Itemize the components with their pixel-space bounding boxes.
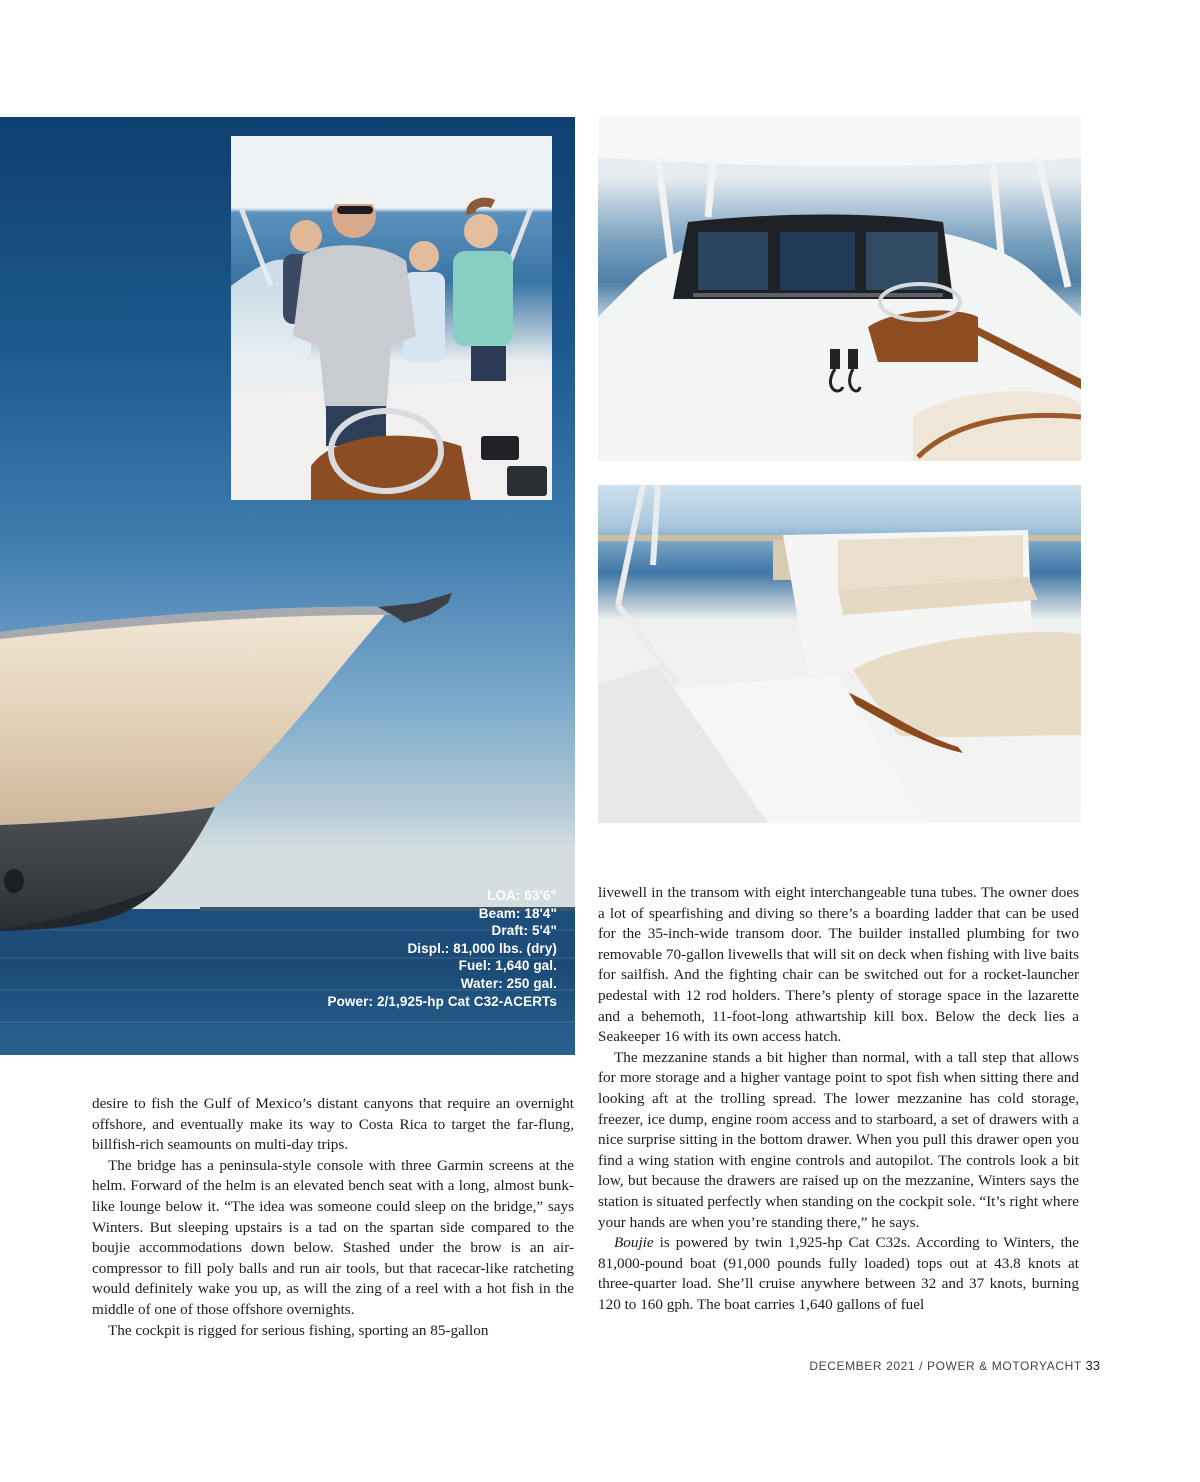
mezzanine-seating-photo bbox=[598, 485, 1081, 823]
paragraph: The mezzanine stands a bit higher than normal, with a tall step that allows for more storage and a higher vantage point to spot fish when sitting there and looking aft at the trolling spread. The lower mezzanine has cold storage, freezer, ice dump, engine room access and to starboard, a set of drawers with a nice surprise sitting in the bottom drawer. When you pull this drawer open you find a wing station with engine controls and autopilot. The controls look a bit low, but because the drawers are raised up on the mezzanine, Winters says the station is situated perfectly when standing on the cockpit sole. “It’s right where your hands are when you’re standing there,” he says. bbox=[598, 1048, 1079, 1231]
paragraph: The bridge has a peninsula-style console with three Garmin screens at the helm. Forward of the helm is an elevated bench seat with a long, almost bunk-like lounge below it. “The idea was someone could sleep on the bridge,” says Winters. But sleeping upstairs is a tad on the spartan side compared to the boujie accommodations down below. Stashed under the brow is an air-compressor to fill poly balls and run air tools, but that racecar-like ratcheting would definitely wake you up, as will the zing of a reel with a hot fish in the middle of one of those offshore overnights. bbox=[92, 1156, 574, 1318]
spec-power: Power: 2/1,925-hp Cat C32-ACERTs bbox=[327, 993, 557, 1009]
issue-line: DECEMBER 2021 / POWER & MOTORYACHT bbox=[809, 1359, 1082, 1373]
spec-loa: LOA: 63'6" bbox=[487, 888, 557, 903]
page-folio bbox=[800, 1358, 1100, 1373]
boat-name: Boujie bbox=[614, 1234, 654, 1252]
helm-console-photo bbox=[598, 117, 1081, 461]
spec-beam: Beam: 18'4" bbox=[478, 905, 557, 921]
page-number: 33 bbox=[1085, 1358, 1100, 1373]
paragraph: The cockpit is rigged for serious fishing, sporting an 85-gallon bbox=[108, 1321, 489, 1339]
spec-fuel: Fuel: 1,640 gal. bbox=[458, 958, 557, 974]
paragraph: desire to fish the Gulf of Mexico’s distant canyons that require an overnight offshore, and eventually make its way to Costa Rica to target the far-flung, billfish-rich seamounts on multi-day trips. bbox=[92, 1095, 574, 1154]
family-at-helm-photo bbox=[231, 136, 552, 500]
spec-list bbox=[327, 887, 557, 1010]
paragraph: livewell in the transom with eight interchangeable tuna tubes. The owner does a lot of spearfishing and diving so there’s a boarding ladder that can be used for the 35-inch-wide transom door. The builder installed plumbing for two removable 70-gallon livewells that will sit on deck when fishing with live baits for sailfish. And the fighting chair can be switched out for a rocket-launcher pedestal with 12 rod holders. There’s plenty of storage space in the lazarette and a behemoth, 11-foot-long athwartship kill box. Below the deck lies a Seakeeper 16 with its own access hatch. bbox=[598, 884, 1079, 1046]
spec-water: Water: 250 gal. bbox=[460, 975, 557, 991]
body-column-right bbox=[598, 883, 1079, 1315]
paragraph: Boujie is powered by twin 1,925-hp Cat C32s. According to Winters, the 81,000-pound boat (91,000 pounds fully loaded) tops out at 43.8 knots at three-quarter load. She’ll cruise anywhere between 32 and 37 knots, burning 120 to 160 gph. The boat carries 1,640 gallons of fuel bbox=[598, 1234, 1079, 1313]
spec-displacement: Displ.: 81,000 lbs. (dry) bbox=[407, 940, 557, 956]
spec-draft: Draft: 5'4" bbox=[491, 923, 557, 939]
body-column-left bbox=[92, 1094, 574, 1341]
